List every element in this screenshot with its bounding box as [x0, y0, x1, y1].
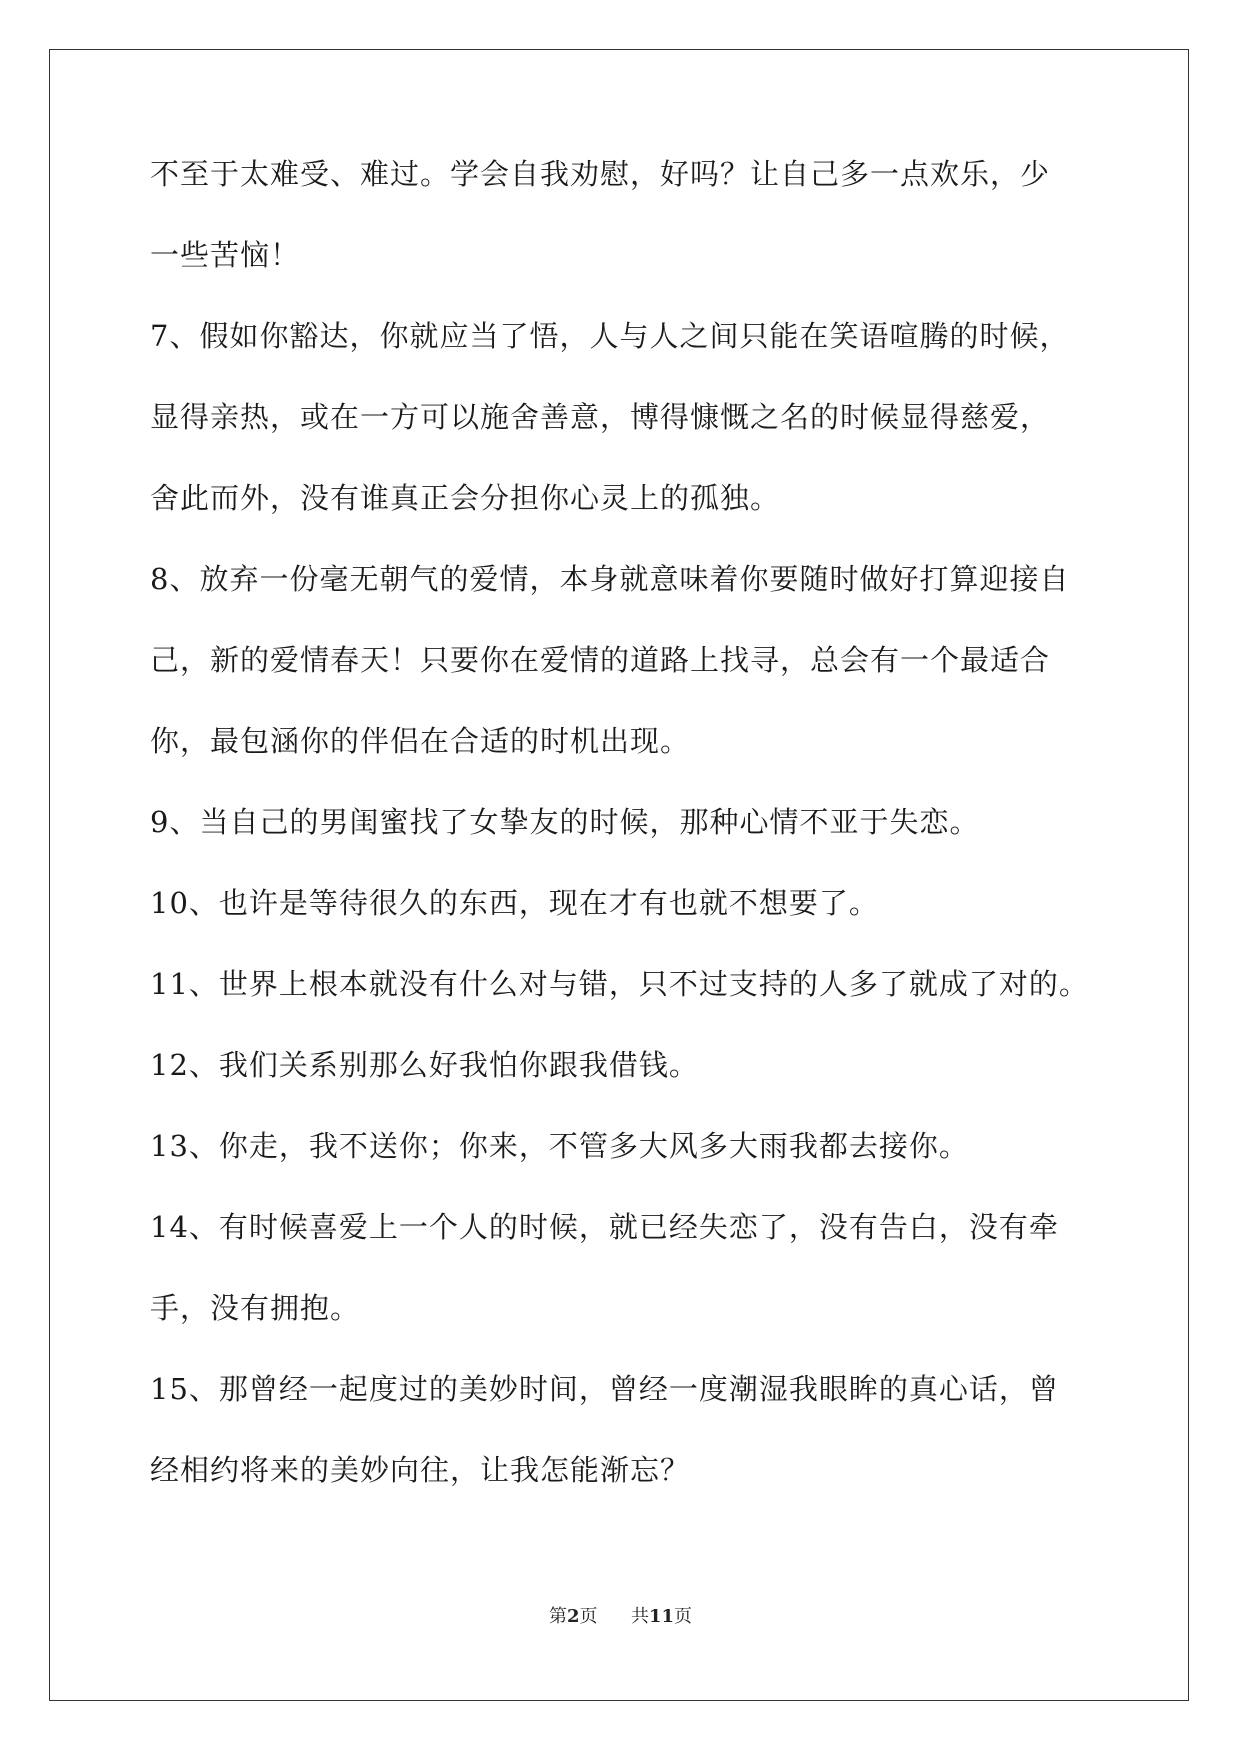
page-footer [0, 1602, 1241, 1628]
total-prefix: 共 [630, 1606, 649, 1627]
text-line: 11、世界上根本就没有什么对与错，只不过支持的人多了就成了对的。 [150, 967, 1089, 1001]
document-body [150, 152, 1110, 1529]
text-line: 显得亲热，或在一方可以施舍善意，博得慷慨之名的时候显得慈爱， [150, 400, 1051, 434]
page-suffix: 页 [579, 1606, 598, 1627]
text-line: 经相约将来的美妙向往，让我怎能渐忘？ [150, 1453, 691, 1487]
text-line: 15、那曾经一起度过的美妙时间，曾经一度潮湿我眼眸的真心话，曾 [150, 1372, 1059, 1406]
text-line: 你，最包涵你的伴侣在合适的时机出现。 [150, 724, 691, 758]
text-line: 手，没有拥抱。 [150, 1291, 361, 1325]
text-line: 己，新的爱情春天！只要你在爱情的道路上找寻，总会有一个最适合 [150, 643, 1051, 677]
text-line: 舍此而外，没有谁真正会分担你心灵上的孤独。 [150, 481, 781, 515]
text-line: 14、有时候喜爱上一个人的时候，就已经失恋了，没有告白，没有牵 [150, 1210, 1059, 1244]
page-prefix: 第 [548, 1606, 567, 1627]
page-indicator [549, 1602, 598, 1628]
text-line: 一些苦恼！ [150, 238, 301, 272]
page-number: 2 [566, 1606, 580, 1627]
text-line: 12、我们关系别那么好我怕你跟我借钱。 [150, 1048, 699, 1082]
text-line: 8、放弃一份毫无朝气的爱情，本身就意味着你要随时做好打算迎接自 [150, 562, 1070, 596]
total-indicator [631, 1602, 692, 1628]
text-line: 9、当自己的男闺蜜找了女挚友的时候，那种心情不亚于失恋。 [150, 805, 980, 839]
text-line: 7、假如你豁达，你就应当了悟，人与人之间只能在笑语喧腾的时候， [150, 319, 1070, 353]
total-suffix: 页 [674, 1606, 693, 1627]
total-pages: 11 [648, 1606, 675, 1627]
text-line: 13、你走，我不送你；你来，不管多大风多大雨我都去接你。 [150, 1129, 969, 1163]
text-line: 10、也许是等待很久的东西，现在才有也就不想要了。 [150, 886, 879, 920]
text-line: 不至于太难受、难过。学会自我劝慰，好吗？让自己多一点欢乐，少 [150, 157, 1051, 191]
